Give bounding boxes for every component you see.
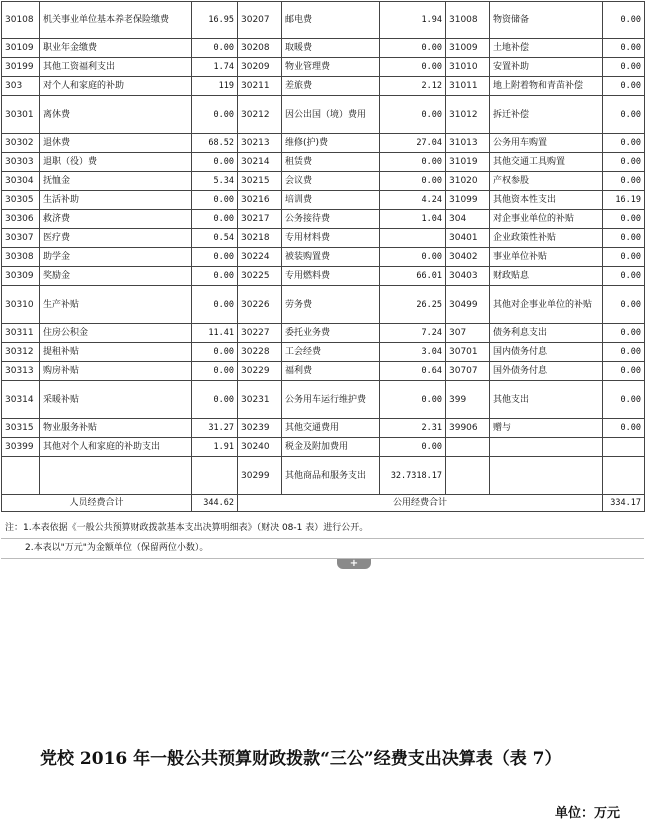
value-cell: 119 bbox=[192, 77, 238, 96]
code-cell: 30301 bbox=[2, 96, 40, 134]
value-cell: 0.00 bbox=[603, 419, 645, 438]
code-cell: 31011 bbox=[446, 77, 490, 96]
code-cell: 30304 bbox=[2, 172, 40, 191]
name-cell: 其他工资福利支出 bbox=[40, 58, 192, 77]
expand-toggle-button[interactable]: + bbox=[337, 559, 371, 569]
code-cell: 31020 bbox=[446, 172, 490, 191]
code-cell: 304 bbox=[446, 210, 490, 229]
code-cell: 30312 bbox=[2, 343, 40, 362]
code-cell: 30303 bbox=[2, 153, 40, 172]
code-cell: 30231 bbox=[238, 381, 282, 419]
name-cell: 专用材料费 bbox=[282, 229, 380, 248]
name-cell: 被装购置费 bbox=[282, 248, 380, 267]
code-cell: 30109 bbox=[2, 39, 40, 58]
code-cell: 30213 bbox=[238, 134, 282, 153]
table-row bbox=[2, 96, 645, 134]
name-cell: 地上附着物和青苗补偿 bbox=[490, 77, 603, 96]
value-cell: 0.00 bbox=[192, 286, 238, 324]
value-cell: 32.7318.17 bbox=[380, 457, 446, 495]
value-cell: 0.00 bbox=[603, 324, 645, 343]
code-cell: 30306 bbox=[2, 210, 40, 229]
name-cell: 福利费 bbox=[282, 362, 380, 381]
table-row bbox=[2, 343, 645, 362]
value-cell: 0.00 bbox=[380, 153, 446, 172]
name-cell: 维修(护)费 bbox=[282, 134, 380, 153]
code-cell bbox=[2, 457, 40, 495]
name-cell: 租赁费 bbox=[282, 153, 380, 172]
value-cell: 0.00 bbox=[380, 96, 446, 134]
table-row bbox=[2, 39, 645, 58]
expenditure-table bbox=[1, 1, 645, 512]
table-row bbox=[2, 381, 645, 419]
name-cell: 产权参股 bbox=[490, 172, 603, 191]
name-cell: 专用燃料费 bbox=[282, 267, 380, 286]
name-cell: 医疗费 bbox=[40, 229, 192, 248]
code-cell: 30240 bbox=[238, 438, 282, 457]
value-cell: 31.27 bbox=[192, 419, 238, 438]
name-cell: 公务接待费 bbox=[282, 210, 380, 229]
value-cell bbox=[603, 457, 645, 495]
value-cell: 0.00 bbox=[603, 229, 645, 248]
code-cell: 30701 bbox=[446, 343, 490, 362]
name-cell: 对个人和家庭的补助 bbox=[40, 77, 192, 96]
name-cell: 其他对企事业单位的补贴 bbox=[490, 286, 603, 324]
code-cell: 30239 bbox=[238, 419, 282, 438]
table-row bbox=[2, 324, 645, 343]
table-row bbox=[2, 134, 645, 153]
value-cell bbox=[603, 438, 645, 457]
name-cell: 其他对个人和家庭的补助支出 bbox=[40, 438, 192, 457]
code-cell: 307 bbox=[446, 324, 490, 343]
value-cell: 0.00 bbox=[603, 77, 645, 96]
value-cell: 1.91 bbox=[192, 438, 238, 457]
name-cell: 住房公积金 bbox=[40, 324, 192, 343]
value-cell: 1.04 bbox=[380, 210, 446, 229]
code-cell: 30216 bbox=[238, 191, 282, 210]
value-cell: 1.74 bbox=[192, 58, 238, 77]
name-cell bbox=[490, 457, 603, 495]
code-cell: 30403 bbox=[446, 267, 490, 286]
table-row bbox=[2, 172, 645, 191]
name-cell: 国内债务付息 bbox=[490, 343, 603, 362]
name-cell: 国外债务付息 bbox=[490, 362, 603, 381]
value-cell: 0.00 bbox=[192, 343, 238, 362]
table-row bbox=[2, 248, 645, 267]
value-cell: 0.00 bbox=[603, 39, 645, 58]
value-cell: 0.00 bbox=[192, 362, 238, 381]
value-cell: 0.00 bbox=[192, 153, 238, 172]
totals-row bbox=[2, 495, 645, 512]
code-cell: 30226 bbox=[238, 286, 282, 324]
code-cell: 30309 bbox=[2, 267, 40, 286]
value-cell: 0.54 bbox=[192, 229, 238, 248]
name-cell: 物业服务补贴 bbox=[40, 419, 192, 438]
code-cell: 30227 bbox=[238, 324, 282, 343]
code-cell: 31099 bbox=[446, 191, 490, 210]
code-cell: 30310 bbox=[2, 286, 40, 324]
name-cell: 事业单位补贴 bbox=[490, 248, 603, 267]
table-row bbox=[2, 191, 645, 210]
table-row bbox=[2, 2, 645, 39]
value-cell: 0.00 bbox=[192, 267, 238, 286]
name-cell: 退休费 bbox=[40, 134, 192, 153]
code-cell: 30218 bbox=[238, 229, 282, 248]
name-cell: 机关事业单位基本养老保险缴费 bbox=[40, 2, 192, 39]
value-cell: 2.31 bbox=[380, 419, 446, 438]
value-cell: 16.19 bbox=[603, 191, 645, 210]
value-cell: 1.94 bbox=[380, 2, 446, 39]
value-cell: 0.00 bbox=[192, 39, 238, 58]
value-cell: 0.00 bbox=[603, 343, 645, 362]
code-cell: 30305 bbox=[2, 191, 40, 210]
value-cell: 0.00 bbox=[603, 267, 645, 286]
value-cell: 7.24 bbox=[380, 324, 446, 343]
value-cell: 2.12 bbox=[380, 77, 446, 96]
name-cell: 财政贴息 bbox=[490, 267, 603, 286]
name-cell: 救济费 bbox=[40, 210, 192, 229]
value-cell: 26.25 bbox=[380, 286, 446, 324]
code-cell: 30199 bbox=[2, 58, 40, 77]
value-cell: 0.00 bbox=[380, 39, 446, 58]
value-cell: 0.00 bbox=[380, 248, 446, 267]
name-cell bbox=[490, 438, 603, 457]
table-row bbox=[2, 77, 645, 96]
name-cell: 奖励金 bbox=[40, 267, 192, 286]
code-cell: 30299 bbox=[238, 457, 282, 495]
code-cell: 30211 bbox=[238, 77, 282, 96]
code-cell: 30212 bbox=[238, 96, 282, 134]
value-cell: 0.00 bbox=[603, 96, 645, 134]
name-cell: 赠与 bbox=[490, 419, 603, 438]
value-cell: 0.00 bbox=[192, 96, 238, 134]
code-cell: 30302 bbox=[2, 134, 40, 153]
code-cell: 30402 bbox=[446, 248, 490, 267]
table-row bbox=[2, 457, 645, 495]
name-cell: 其他资本性支出 bbox=[490, 191, 603, 210]
name-cell: 其他支出 bbox=[490, 381, 603, 419]
code-cell: 30499 bbox=[446, 286, 490, 324]
code-cell: 30215 bbox=[238, 172, 282, 191]
name-cell: 助学金 bbox=[40, 248, 192, 267]
code-cell: 30399 bbox=[2, 438, 40, 457]
code-cell: 30209 bbox=[238, 58, 282, 77]
code-cell: 30308 bbox=[2, 248, 40, 267]
name-cell: 生活补助 bbox=[40, 191, 192, 210]
name-cell: 抚恤金 bbox=[40, 172, 192, 191]
value-cell: 0.00 bbox=[380, 381, 446, 419]
table-row bbox=[2, 267, 645, 286]
code-cell: 30214 bbox=[238, 153, 282, 172]
name-cell: 委托业务费 bbox=[282, 324, 380, 343]
code-cell: 30307 bbox=[2, 229, 40, 248]
name-cell: 其他交通工具购置 bbox=[490, 153, 603, 172]
personnel-total-label: 人员经费合计 bbox=[2, 495, 192, 512]
value-cell: 0.00 bbox=[603, 134, 645, 153]
name-cell: 职业年金缴费 bbox=[40, 39, 192, 58]
value-cell: 0.00 bbox=[603, 248, 645, 267]
table-row bbox=[2, 153, 645, 172]
table-row bbox=[2, 419, 645, 438]
name-cell: 其他交通费用 bbox=[282, 419, 380, 438]
code-cell: 303 bbox=[2, 77, 40, 96]
value-cell: 0.00 bbox=[380, 58, 446, 77]
value-cell: 0.00 bbox=[603, 58, 645, 77]
value-cell: 11.41 bbox=[192, 324, 238, 343]
value-cell: 0.00 bbox=[192, 381, 238, 419]
code-cell: 31009 bbox=[446, 39, 490, 58]
name-cell: 生产补贴 bbox=[40, 286, 192, 324]
name-cell: 土地补偿 bbox=[490, 39, 603, 58]
next-section-title: 党校 2016 年一般公共预算财政拨款“三公”经费支出决算表（表 7） bbox=[40, 749, 562, 769]
table-row bbox=[2, 362, 645, 381]
code-cell: 30315 bbox=[2, 419, 40, 438]
code-cell: 31012 bbox=[446, 96, 490, 134]
code-cell: 30311 bbox=[2, 324, 40, 343]
value-cell: 0.00 bbox=[603, 381, 645, 419]
name-cell: 提租补贴 bbox=[40, 343, 192, 362]
value-cell: 0.64 bbox=[380, 362, 446, 381]
code-cell: 31008 bbox=[446, 2, 490, 39]
value-cell: 27.04 bbox=[380, 134, 446, 153]
name-cell: 债务利息支出 bbox=[490, 324, 603, 343]
name-cell: 工会经费 bbox=[282, 343, 380, 362]
code-cell bbox=[446, 457, 490, 495]
value-cell: 0.00 bbox=[380, 172, 446, 191]
code-cell: 30224 bbox=[238, 248, 282, 267]
name-cell: 退职（役）费 bbox=[40, 153, 192, 172]
code-cell: 30314 bbox=[2, 381, 40, 419]
name-cell: 物业管理费 bbox=[282, 58, 380, 77]
name-cell bbox=[40, 457, 192, 495]
code-cell: 30217 bbox=[238, 210, 282, 229]
code-cell: 30229 bbox=[238, 362, 282, 381]
name-cell: 购房补贴 bbox=[40, 362, 192, 381]
name-cell: 税金及附加费用 bbox=[282, 438, 380, 457]
name-cell: 其他商品和服务支出 bbox=[282, 457, 380, 495]
value-cell: 0.00 bbox=[192, 210, 238, 229]
public-total-value: 334.17 bbox=[603, 495, 645, 512]
value-cell bbox=[192, 457, 238, 495]
value-cell: 0.00 bbox=[603, 286, 645, 324]
value-cell bbox=[380, 229, 446, 248]
value-cell: 0.00 bbox=[603, 210, 645, 229]
name-cell: 差旅费 bbox=[282, 77, 380, 96]
value-cell: 5.34 bbox=[192, 172, 238, 191]
value-cell: 0.00 bbox=[603, 2, 645, 39]
code-cell: 31010 bbox=[446, 58, 490, 77]
value-cell: 0.00 bbox=[603, 362, 645, 381]
code-cell: 31019 bbox=[446, 153, 490, 172]
table-row bbox=[2, 229, 645, 248]
value-cell: 0.00 bbox=[380, 438, 446, 457]
code-cell: 399 bbox=[446, 381, 490, 419]
name-cell: 对企事业单位的补贴 bbox=[490, 210, 603, 229]
name-cell: 培训费 bbox=[282, 191, 380, 210]
note-1: 注：1.本表依据《一般公共预算财政拨款基本支出决算明细表》（财决 08-1 表）进行公开。 bbox=[1, 519, 644, 539]
table-notes bbox=[1, 519, 644, 559]
value-cell: 4.24 bbox=[380, 191, 446, 210]
name-cell: 采暖补贴 bbox=[40, 381, 192, 419]
code-cell: 30108 bbox=[2, 2, 40, 39]
name-cell: 公务用车购置 bbox=[490, 134, 603, 153]
name-cell: 安置补助 bbox=[490, 58, 603, 77]
public-total-label: 公用经费合计 bbox=[238, 495, 603, 512]
value-cell: 0.00 bbox=[603, 172, 645, 191]
value-cell: 68.52 bbox=[192, 134, 238, 153]
table-row bbox=[2, 210, 645, 229]
value-cell: 0.00 bbox=[603, 153, 645, 172]
name-cell: 拆迁补偿 bbox=[490, 96, 603, 134]
code-cell bbox=[446, 438, 490, 457]
name-cell: 物资储备 bbox=[490, 2, 603, 39]
value-cell: 16.95 bbox=[192, 2, 238, 39]
code-cell: 30707 bbox=[446, 362, 490, 381]
code-cell: 30207 bbox=[238, 2, 282, 39]
personnel-total-value: 344.62 bbox=[192, 495, 238, 512]
name-cell: 因公出国（境）费用 bbox=[282, 96, 380, 134]
code-cell: 39906 bbox=[446, 419, 490, 438]
table-row bbox=[2, 58, 645, 77]
value-cell: 66.01 bbox=[380, 267, 446, 286]
value-cell: 0.00 bbox=[192, 248, 238, 267]
code-cell: 30225 bbox=[238, 267, 282, 286]
code-cell: 30401 bbox=[446, 229, 490, 248]
name-cell: 公务用车运行维护费 bbox=[282, 381, 380, 419]
table-row bbox=[2, 286, 645, 324]
value-cell: 0.00 bbox=[192, 191, 238, 210]
name-cell: 取暖费 bbox=[282, 39, 380, 58]
note-2: 2.本表以"万元"为金额单位（保留两位小数）。 bbox=[1, 539, 644, 559]
code-cell: 30228 bbox=[238, 343, 282, 362]
name-cell: 会议费 bbox=[282, 172, 380, 191]
value-cell: 3.04 bbox=[380, 343, 446, 362]
code-cell: 30208 bbox=[238, 39, 282, 58]
name-cell: 离休费 bbox=[40, 96, 192, 134]
unit-label: 单位：万元 bbox=[555, 806, 621, 821]
code-cell: 31013 bbox=[446, 134, 490, 153]
name-cell: 邮电费 bbox=[282, 2, 380, 39]
table-row bbox=[2, 438, 645, 457]
name-cell: 企业政策性补贴 bbox=[490, 229, 603, 248]
code-cell: 30313 bbox=[2, 362, 40, 381]
name-cell: 劳务费 bbox=[282, 286, 380, 324]
